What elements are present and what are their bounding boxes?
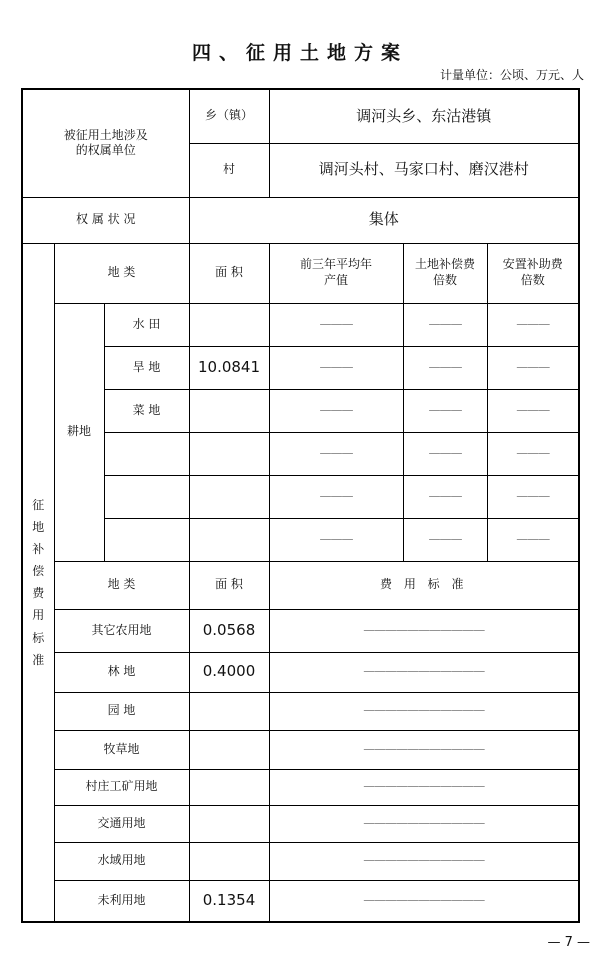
land-type: 交通用地 (54, 805, 189, 842)
table-row (22, 805, 579, 842)
cultivated-col-resettle: 安置补助费倍数 (487, 243, 579, 303)
land-type: 菜 地 (104, 389, 189, 432)
land-type: 其它农用地 (54, 609, 189, 652)
standard-value: ——————————— (269, 880, 579, 922)
comp-value: ——— (403, 518, 487, 561)
land-type: 牧草地 (54, 730, 189, 769)
area-value (189, 389, 269, 432)
cultivated-col-area: 面 积 (189, 243, 269, 303)
table-row (22, 769, 579, 805)
township-value: 调河头乡、东沽港镇 (269, 89, 579, 143)
land-type: 未利用地 (54, 880, 189, 922)
page-title: 四、征用土地方案 (191, 42, 408, 64)
others-col-standard: 费 用 标 准 (269, 561, 579, 609)
land-type: 村庄工矿用地 (54, 769, 189, 805)
output-value: ——— (269, 475, 403, 518)
output-value: ——— (269, 303, 403, 346)
land-type: 林 地 (54, 652, 189, 692)
output-value: ——— (269, 389, 403, 432)
table-row (22, 346, 579, 389)
section-label: 征地补偿费用标准 (22, 243, 54, 922)
area-value (189, 475, 269, 518)
cultivated-col-output: 前三年平均年产值 (269, 243, 403, 303)
standard-value: ——————————— (269, 730, 579, 769)
standard-value: ——————————— (269, 652, 579, 692)
standard-value: ——————————— (269, 609, 579, 652)
unit-note: 计量单位：公顷、万元、人 (439, 68, 584, 82)
land-type: 旱 地 (104, 346, 189, 389)
ownership-label: 权 属 状 况 (22, 197, 189, 243)
land-type (104, 475, 189, 518)
area-value: 0.4000 (189, 652, 269, 692)
standard-value: ——————————— (269, 805, 579, 842)
resettle-value: ——— (487, 432, 579, 475)
land-type: 水域用地 (54, 842, 189, 880)
comp-value: ——— (403, 346, 487, 389)
output-value: ——— (269, 518, 403, 561)
cultivated-col-comp: 土地补偿费倍数 (403, 243, 487, 303)
ownership-value: 集体 (189, 197, 579, 243)
table-row (22, 692, 579, 730)
standard-value: ——————————— (269, 692, 579, 730)
resettle-value: ——— (487, 303, 579, 346)
area-value (189, 692, 269, 730)
table-row (22, 432, 579, 475)
area-value (189, 730, 269, 769)
area-value: 10.0841 (189, 346, 269, 389)
village-value: 调河头村、马家口村、磨汉港村 (269, 143, 579, 197)
others-col-area: 面 积 (189, 561, 269, 609)
table-row (22, 880, 579, 922)
resettle-value: ——— (487, 475, 579, 518)
comp-value: ——— (403, 475, 487, 518)
township-label: 乡（镇） (189, 89, 269, 143)
comp-value: ——— (403, 389, 487, 432)
land-type: 园 地 (54, 692, 189, 730)
cultivated-group-label: 耕地 (54, 303, 104, 561)
table-row (22, 475, 579, 518)
resettle-value: ——— (487, 389, 579, 432)
standard-value: ——————————— (269, 769, 579, 805)
table-row (22, 518, 579, 561)
table-row (22, 842, 579, 880)
output-value: ——— (269, 432, 403, 475)
land-acquisition-table (21, 88, 580, 923)
area-value (189, 303, 269, 346)
comp-value: ——— (403, 303, 487, 346)
page-number: — 7 — (547, 935, 590, 950)
resettle-value: ——— (487, 346, 579, 389)
area-value: 0.0568 (189, 609, 269, 652)
area-value: 0.1354 (189, 880, 269, 922)
standard-value: ——————————— (269, 842, 579, 880)
output-value: ——— (269, 346, 403, 389)
area-value (189, 805, 269, 842)
land-type (104, 518, 189, 561)
table-row (22, 652, 579, 692)
area-value (189, 769, 269, 805)
comp-value: ——— (403, 432, 487, 475)
area-value (189, 518, 269, 561)
table-row (22, 389, 579, 432)
cultivated-col-land: 地 类 (54, 243, 189, 303)
owner-label: 被征用土地涉及的权属单位 (22, 89, 189, 197)
table-row (22, 609, 579, 652)
resettle-value: ——— (487, 518, 579, 561)
others-col-land: 地 类 (54, 561, 189, 609)
table-row (22, 303, 579, 346)
area-value (189, 842, 269, 880)
table-row (22, 730, 579, 769)
area-value (189, 432, 269, 475)
land-type: 水 田 (104, 303, 189, 346)
village-label: 村 (189, 143, 269, 197)
land-type (104, 432, 189, 475)
